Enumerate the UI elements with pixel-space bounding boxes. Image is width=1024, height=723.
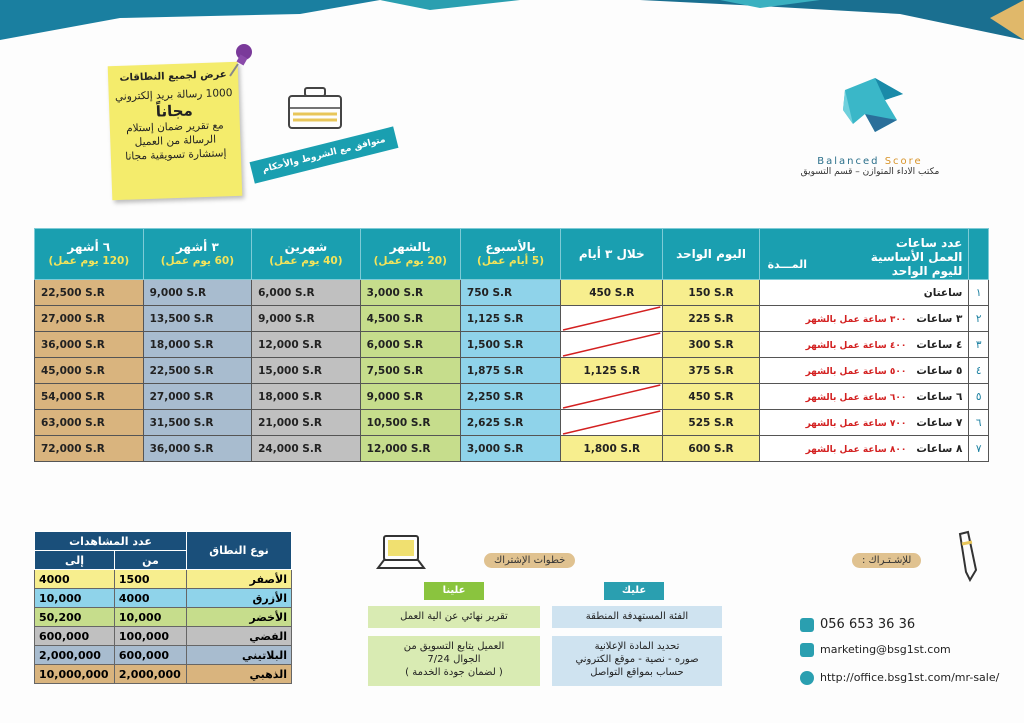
price-week: 2,250 S.R xyxy=(460,384,560,410)
range-from: 600,000 xyxy=(114,646,186,665)
header-three-months: ٣ أشهر (60 يوم عمل) xyxy=(143,229,252,280)
price-two-months: 15,000 S.R xyxy=(252,358,361,384)
yours-tag: عليك xyxy=(604,582,664,600)
promo-line2: مع تقرير ضمان إستلام xyxy=(125,119,224,135)
range-row xyxy=(35,665,292,684)
pricing-header-row xyxy=(35,229,989,280)
range-name: الأصفر xyxy=(187,570,292,589)
range-header-to: إلى xyxy=(35,551,115,570)
price-month: 6,000 S.R xyxy=(360,332,460,358)
price-day: 225 S.R xyxy=(663,306,759,332)
range-to: 50,200 xyxy=(35,608,115,627)
pen-icon xyxy=(952,530,982,582)
unavailable-cross xyxy=(561,306,662,331)
range-to: 600,000 xyxy=(35,627,115,646)
duration xyxy=(759,384,969,410)
duration xyxy=(759,410,969,436)
range-name: الذهبي xyxy=(187,665,292,684)
range-name: الأخضر xyxy=(187,608,292,627)
monthly-hours-label: ٦٠٠ ساعة عمل بالشهر xyxy=(805,392,907,403)
ours-step-2: العميل يتابع التسويق من الجوال 7/24 ( لضمان جودة الخدمة ) xyxy=(368,636,540,686)
price-three-months: 22,500 S.R xyxy=(143,358,252,384)
range-header-from: من xyxy=(114,551,186,570)
horse-logo-icon xyxy=(825,70,915,150)
brand-name: Balanced Score xyxy=(817,156,923,167)
briefcase-icon xyxy=(285,84,345,130)
range-to: 2,000,000 xyxy=(35,646,115,665)
header-num xyxy=(969,229,989,280)
price-three-months: 31,500 S.R xyxy=(143,410,252,436)
promo-line1: 1000 رسالة بريد إلكتروني xyxy=(114,86,233,104)
price-three-days: 450 S.R xyxy=(561,280,663,306)
price-three-days xyxy=(561,410,663,436)
hours-label: ٤ ساعات xyxy=(916,338,963,351)
price-day: 450 S.R xyxy=(663,384,759,410)
price-six-months: 72,000 S.R xyxy=(35,436,144,462)
price-three-days xyxy=(561,384,663,410)
header-hours: عدد ساعات العمل الأساسية لليوم الواحد المـــدة xyxy=(759,229,969,280)
duration xyxy=(759,436,969,462)
header-three-days: خلال ٣ أيام xyxy=(561,229,663,280)
hours-label: ساعتان xyxy=(923,286,963,299)
range-from: 4000 xyxy=(114,589,186,608)
price-three-months: 18,000 S.R xyxy=(143,332,252,358)
price-three-days: 1,800 S.R xyxy=(561,436,663,462)
price-six-months: 22,500 S.R xyxy=(35,280,144,306)
price-two-months: 18,000 S.R xyxy=(252,384,361,410)
hours-label: ٧ ساعات xyxy=(916,416,963,429)
range-name: الفضي xyxy=(187,627,292,646)
price-three-months: 27,000 S.R xyxy=(143,384,252,410)
price-week: 1,500 S.R xyxy=(460,332,560,358)
brand-tagline: مكتب الاداء المتوازن – قسم التسويق xyxy=(800,167,940,177)
ours-tag: علينا xyxy=(424,582,484,600)
duration xyxy=(759,358,969,384)
num: ٤ xyxy=(969,358,989,384)
range-row xyxy=(35,589,292,608)
company-logo xyxy=(790,70,950,200)
price-six-months: 36,000 S.R xyxy=(35,332,144,358)
ours-step-1: تقرير نهائي عن الية العمل xyxy=(368,606,540,628)
header-month: بالشهر (20 يوم عمل) xyxy=(360,229,460,280)
unavailable-cross xyxy=(561,410,662,435)
price-two-months: 21,000 S.R xyxy=(252,410,361,436)
num: ٣ xyxy=(969,332,989,358)
price-three-months: 9,000 S.R xyxy=(143,280,252,306)
hours-label: ٣ ساعات xyxy=(916,312,963,325)
subscribe-label: للإشـتـراك : xyxy=(852,553,921,568)
range-row xyxy=(35,646,292,665)
monthly-hours-label: ٣٠٠ ساعة عمل بالشهر xyxy=(805,314,907,325)
price-six-months: 27,000 S.R xyxy=(35,306,144,332)
range-from: 2,000,000 xyxy=(114,665,186,684)
price-three-days xyxy=(561,332,663,358)
range-to: 4000 xyxy=(35,570,115,589)
price-day: 375 S.R xyxy=(663,358,759,384)
price-six-months: 63,000 S.R xyxy=(35,410,144,436)
num: ١ xyxy=(969,280,989,306)
unavailable-cross xyxy=(561,384,662,409)
phone-icon xyxy=(800,618,814,632)
monthly-hours-label: ٧٠٠ ساعة عمل بالشهر xyxy=(805,418,907,429)
range-name: البلاتيني xyxy=(187,646,292,665)
phone-number: 056 653 36 36 xyxy=(820,617,916,632)
price-six-months: 54,000 S.R xyxy=(35,384,144,410)
price-six-months: 45,000 S.R xyxy=(35,358,144,384)
price-month: 10,500 S.R xyxy=(360,410,460,436)
price-month: 3,000 S.R xyxy=(360,280,460,306)
num: ٦ xyxy=(969,410,989,436)
globe-icon xyxy=(800,671,814,685)
pricing-row xyxy=(35,436,989,462)
monthly-hours-label: ٥٠٠ ساعة عمل بالشهر xyxy=(805,366,907,377)
price-week: 2,625 S.R xyxy=(460,410,560,436)
duration xyxy=(759,280,969,306)
promo-line4: إستشارة تسويقية مجانا xyxy=(125,147,227,163)
price-two-months: 9,000 S.R xyxy=(252,306,361,332)
price-three-days: 1,125 S.R xyxy=(561,358,663,384)
monthly-hours-label: ٤٠٠ ساعة عمل بالشهر xyxy=(805,340,907,351)
price-month: 7,500 S.R xyxy=(360,358,460,384)
pricing-row xyxy=(35,384,989,410)
email-icon xyxy=(800,643,814,657)
top-decoration xyxy=(0,0,1024,40)
hours-label: ٦ ساعات xyxy=(916,390,963,403)
range-name: الأزرق xyxy=(187,589,292,608)
web-row xyxy=(800,671,999,685)
email-row xyxy=(800,643,951,657)
price-two-months: 12,000 S.R xyxy=(252,332,361,358)
email-link[interactable]: marketing@bsg1st.com xyxy=(820,643,951,656)
promo-free: مجاناً xyxy=(155,101,194,121)
num: ٥ xyxy=(969,384,989,410)
yours-step-1: الفئة المستهدفة المنطقة xyxy=(552,606,722,628)
price-two-months: 6,000 S.R xyxy=(252,280,361,306)
range-from: 100,000 xyxy=(114,627,186,646)
monthly-hours-label: ٨٠٠ ساعة عمل بالشهر xyxy=(805,444,907,455)
duration xyxy=(759,332,969,358)
hours-label: ٥ ساعات xyxy=(916,364,963,377)
price-month: 9,000 S.R xyxy=(360,384,460,410)
price-week: 1,125 S.R xyxy=(460,306,560,332)
price-two-months: 24,000 S.R xyxy=(252,436,361,462)
pricing-row xyxy=(35,358,989,384)
price-week: 1,875 S.R xyxy=(460,358,560,384)
price-week: 750 S.R xyxy=(460,280,560,306)
range-from: 10,000 xyxy=(114,608,186,627)
range-from: 1500 xyxy=(114,570,186,589)
num: ٢ xyxy=(969,306,989,332)
price-day: 150 S.R xyxy=(663,280,759,306)
terms-ribbon: متوافق مع الشروط والأحكام xyxy=(250,126,399,183)
price-week: 3,000 S.R xyxy=(460,436,560,462)
price-month: 4,500 S.R xyxy=(360,306,460,332)
pricing-row xyxy=(35,332,989,358)
header-week: بالأسبوع (5 أيام عمل) xyxy=(460,229,560,280)
num: ٧ xyxy=(969,436,989,462)
duration xyxy=(759,306,969,332)
promo-note xyxy=(108,62,243,200)
range-header-type: نوع النطاق xyxy=(187,532,292,570)
pricing-row xyxy=(35,280,989,306)
price-day: 600 S.R xyxy=(663,436,759,462)
price-month: 12,000 S.R xyxy=(360,436,460,462)
pricing-row xyxy=(35,306,989,332)
price-three-months: 13,500 S.R xyxy=(143,306,252,332)
price-day: 300 S.R xyxy=(663,332,759,358)
laptop-icon xyxy=(376,532,426,578)
range-header-views: عدد المشاهدات xyxy=(35,532,187,551)
promo-title: عرض لجميع النطاقات xyxy=(119,69,227,84)
range-table xyxy=(34,531,292,684)
header-six-months: ٦ أشهر (120 يوم عمل) xyxy=(35,229,144,280)
range-to: 10,000,000 xyxy=(35,665,115,684)
range-row xyxy=(35,627,292,646)
phone-row xyxy=(800,617,915,632)
steps-label: خطوات الإشتراك xyxy=(484,553,575,568)
yours-step-2: تحديد المادة الإعلانية صوره - نصية - موقع الكتروني حساب بمواقع التواصل xyxy=(552,636,722,686)
website-link[interactable]: http://office.bsg1st.com/mr-sale/ xyxy=(820,671,1000,684)
range-row xyxy=(35,608,292,627)
pricing-table xyxy=(34,228,989,462)
hours-label: ٨ ساعات xyxy=(916,442,963,455)
header-two-months: شهرين (40 يوم عمل) xyxy=(252,229,361,280)
range-row xyxy=(35,570,292,589)
price-three-months: 36,000 S.R xyxy=(143,436,252,462)
unavailable-cross xyxy=(561,332,662,357)
pushpin-icon xyxy=(226,42,256,78)
price-three-days xyxy=(561,306,663,332)
pricing-row xyxy=(35,410,989,436)
promo-line3: الرسالة من العميل xyxy=(134,133,217,149)
range-to: 10,000 xyxy=(35,589,115,608)
header-day: اليوم الواحد xyxy=(663,229,759,280)
price-day: 525 S.R xyxy=(663,410,759,436)
